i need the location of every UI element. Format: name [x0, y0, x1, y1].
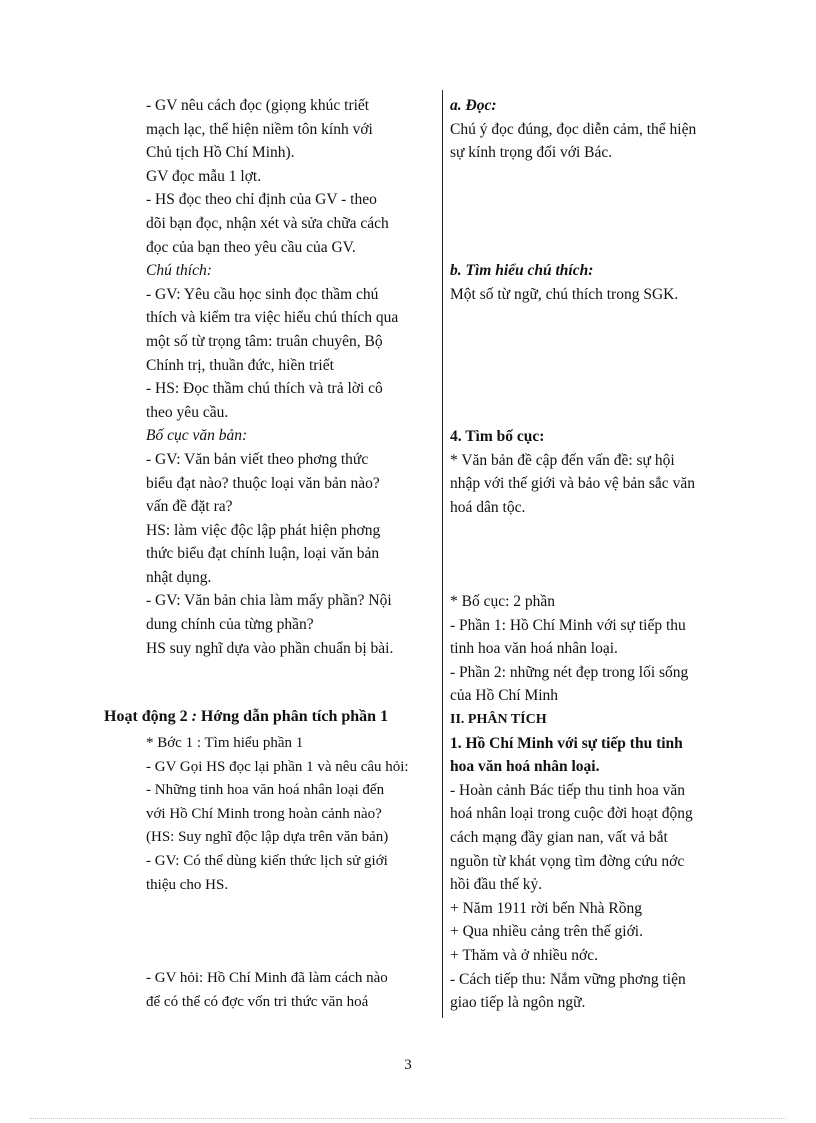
text-line: Chính trị, thuần đức, hiền triết: [146, 356, 334, 374]
text-line: Một số từ ngữ, chú thích trong SGK.: [450, 285, 679, 303]
text-line: GV đọc mẫu 1 lợt.: [146, 167, 262, 185]
text-line: - GV: Văn bản chia làm mấy phần? Nội: [146, 592, 392, 610]
text-line: - Cách tiếp thu: Nắm vững phơng tiện: [450, 970, 686, 988]
text-line: - GV hỏi: Hồ Chí Minh đã làm cách nào: [146, 970, 388, 986]
text-line: một số từ trọng tâm: truân chuyên, Bộ: [146, 332, 383, 350]
text-line: sự kính trọng đối với Bác.: [450, 144, 613, 162]
text-line: hoá nhân loại trong cuộc đời hoạt động: [450, 805, 693, 823]
heading-phan-tich: II. PHÂN TÍCH: [450, 712, 547, 727]
right-column-section2: [450, 708, 740, 1015]
left-column-upper: [146, 94, 436, 660]
heading-chu-thich: b. Tìm hiểu chú thích:: [450, 262, 594, 279]
text-line: - GV: Có thể dùng kiến thức lịch sử giới: [146, 852, 388, 869]
text-line: thích và kiểm tra việc hiểu chú thích qua: [146, 309, 399, 327]
activity-heading-prefix: Hoạt động 2: [104, 708, 192, 725]
text-line: mạch lạc, thể hiện niềm tôn kính với: [146, 120, 373, 138]
heading-tiep-thu-2: hoa văn hoá nhân loại.: [450, 758, 600, 776]
text-line: dung chính của từng phần?: [146, 616, 314, 634]
text-line: - HS đọc theo chỉ định của GV - theo: [146, 191, 377, 209]
text-line: Chủ tịch Hồ Chí Minh).: [146, 144, 295, 162]
text-line: cách mạng đầy gian nan, vất vả bắt: [450, 828, 668, 846]
text-line: (HS: Suy nghĩ độc lập dựa trên văn bản): [146, 829, 389, 846]
right-column-doc: [450, 94, 740, 165]
text-line: - HS: Đọc thầm chú thích và trả lời cô: [146, 380, 383, 398]
column-divider: [442, 90, 443, 1018]
page-bottom-edge: [30, 1118, 786, 1119]
text-line: biểu đạt nào? thuộc loại văn bản nào?: [146, 474, 380, 492]
text-line: với Hồ Chí Minh trong hoàn cảnh nào?: [146, 805, 382, 822]
text-line: dõi bạn đọc, nhận xét và sửa chữa cách: [146, 214, 389, 232]
text-line: theo yêu cầu.: [146, 403, 229, 421]
activity-heading-text: Hớng dẫn phân tích phần 1: [200, 708, 389, 725]
text-line: đọc của bạn theo yêu cầu của GV.: [146, 238, 356, 256]
text-line: vấn đề đặt ra?: [146, 498, 233, 516]
text-line: hồi đầu thế kỷ.: [450, 876, 543, 894]
text-line: + Thăm và ở nhiều nớc.: [450, 946, 598, 964]
heading-bo-cuc: 4. Tìm bố cục:: [450, 428, 545, 445]
text-line: thiệu cho HS.: [146, 876, 229, 893]
text-line: nguồn từ khát vọng tìm đờng cứu nớc: [450, 852, 685, 870]
text-line: + Qua nhiều cảng trên thế giới.: [450, 923, 643, 941]
text-line: thức biểu đạt chính luận, loại văn bản: [146, 545, 380, 563]
subheading-chu-thich: Chú thích:: [146, 262, 212, 280]
text-line: - GV: Yêu cầu học sinh đọc thầm chú: [146, 285, 379, 303]
text-line: - GV nêu cách đọc (giọng khúc triết: [146, 97, 370, 114]
text-line: để có thể có đợc vốn tri thức văn hoá: [146, 993, 369, 1010]
right-column-parts: [450, 590, 740, 708]
text-line: - Phần 1: Hồ Chí Minh với sự tiếp thu: [450, 616, 686, 634]
heading-tiep-thu: 1. Hồ Chí Minh với sự tiếp thu tinh: [450, 734, 683, 752]
text-line: * Văn bản đề cập đến vấn đề: sự hội: [450, 451, 675, 469]
text-line: hoá dân tộc.: [450, 498, 526, 516]
text-line: - GV: Văn bản viết theo phơng thức: [146, 450, 369, 468]
text-line: giao tiếp là ngôn ngữ.: [450, 994, 586, 1012]
activity-heading: [104, 708, 388, 726]
activity-heading-colon: :: [191, 708, 201, 725]
text-line: - Phần 2: những nét đẹp trong lối sống: [450, 663, 689, 681]
text-line: + Năm 1911 rời bến Nhà Rồng: [450, 899, 643, 917]
text-line: - Những tinh hoa văn hoá nhân loại đến: [146, 782, 385, 799]
text-line: * Bớc 1 : Tìm hiểu phần 1: [146, 735, 304, 751]
right-column-bo-cuc: [450, 425, 740, 519]
left-column-section2-b: [146, 967, 436, 1014]
text-line: HS suy nghĩ dựa vào phần chuẩn bị bài.: [146, 639, 394, 657]
text-line: nhập với thế giới và bảo vệ bản sắc văn: [450, 475, 695, 493]
text-line: * Bố cục: 2 phần: [450, 593, 556, 610]
text-line: của Hồ Chí Minh: [450, 687, 559, 705]
text-line: Chú ý đọc đúng, đọc diễn cảm, thể hiện: [450, 120, 697, 138]
text-line: - Hoàn cảnh Bác tiếp thu tinh hoa văn: [450, 781, 686, 799]
heading-doc: a. Đọc:: [450, 97, 497, 114]
subheading-bo-cuc: Bố cục văn bản:: [146, 427, 248, 445]
text-line: - GV Gọi HS đọc lại phần 1 và nêu câu hỏi:: [146, 758, 409, 775]
text-line: nhật dụng.: [146, 568, 212, 586]
page-number: 3: [404, 1057, 412, 1073]
left-column-section2: [146, 732, 436, 897]
right-column-chu-thich: [450, 259, 740, 306]
text-line: tinh hoa văn hoá nhân loại.: [450, 640, 618, 658]
text-line: HS: làm việc độc lập phát hiện phơng: [146, 521, 381, 539]
